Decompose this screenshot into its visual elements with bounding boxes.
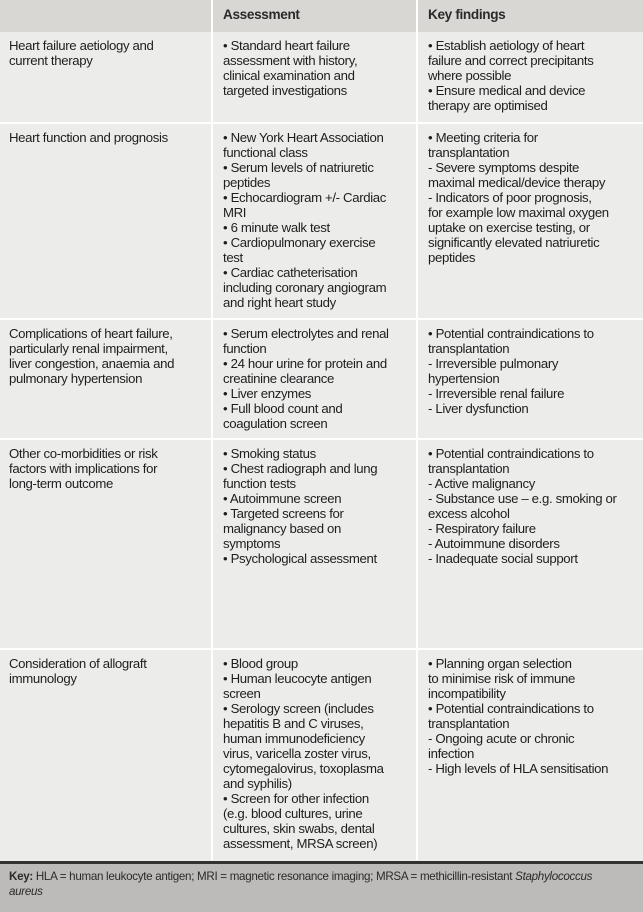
cell-line: • Full blood count and <box>223 401 343 416</box>
header-topic <box>0 0 213 32</box>
cell-line: • Cardiac catheterisation <box>223 265 358 280</box>
topic-cell <box>0 650 213 860</box>
assessment-cell <box>213 32 418 122</box>
cell-line: maximal medical/device therapy <box>428 175 606 190</box>
cell-line: • Standard heart failure <box>223 38 350 53</box>
cell-line: coagulation screen <box>223 416 328 431</box>
cell-line: where possible <box>428 68 512 83</box>
cell-line: human immunodeficiency <box>223 731 365 746</box>
cell-line: significantly elevated natriuretic <box>428 235 600 250</box>
assessment-cell <box>213 440 418 648</box>
cell-line: liver congestion, anaemia and <box>9 356 175 371</box>
table-row <box>0 650 643 860</box>
cell-line: function tests <box>223 476 296 491</box>
key-italic-2: aureus <box>9 885 43 898</box>
cell-line: failure and correct precipitants <box>428 53 594 68</box>
cell-line: - High levels of HLA sensitisation <box>428 761 609 776</box>
cell-line: cytomegalovirus, toxoplasma <box>223 761 384 776</box>
cell-line: assessment, MRSA screen) <box>223 836 378 851</box>
cell-line: - Indicators of poor prognosis, <box>428 190 592 205</box>
key-text: HLA = human leukocyte antigen; MRI = magnetic resonance imaging; MRSA = methicillin-resistant <box>35 870 513 883</box>
cell-line: • Cardiopulmonary exercise <box>223 235 376 250</box>
cell-line: • Targeted screens for <box>223 506 344 521</box>
cell-line: - Inadequate social support <box>428 551 578 566</box>
cell-line: • 24 hour urine for protein and <box>223 356 387 371</box>
cell-line: • Psychological assessment <box>223 551 377 566</box>
cell-line: virus, varicella zoster virus, <box>223 746 371 761</box>
cell-line: - Respiratory failure <box>428 521 536 536</box>
findings-cell <box>418 440 643 648</box>
cell-line: excess alcohol <box>428 506 510 521</box>
cell-line: • New York Heart Association <box>223 130 384 145</box>
table-row <box>0 440 643 648</box>
topic-cell <box>0 320 213 438</box>
cell-line: incompatibility <box>428 686 506 701</box>
cell-line: creatinine clearance <box>223 371 335 386</box>
cell-line: Consideration of allograft <box>9 656 147 671</box>
cell-line: and right heart study <box>223 295 336 310</box>
cell-line: and syphilis) <box>223 776 292 791</box>
findings-cell <box>418 320 643 438</box>
table-row <box>0 32 643 122</box>
cell-line: to minimise risk of immune <box>428 671 575 686</box>
cell-line: • Serology screen (includes <box>223 701 374 716</box>
findings-cell <box>418 124 643 318</box>
cell-line: cultures, skin swabs, dental <box>223 821 375 836</box>
topic-cell <box>0 440 213 648</box>
table-row <box>0 320 643 438</box>
cell-line: • 6 minute walk test <box>223 220 330 235</box>
cell-line: for example low maximal oxygen <box>428 205 609 220</box>
cell-line: • Meeting criteria for <box>428 130 538 145</box>
cell-line: assessment with history, <box>223 53 358 68</box>
cell-line: Heart function and prognosis <box>9 130 168 145</box>
cell-line: pulmonary hypertension <box>9 371 143 386</box>
cell-line: transplantation <box>428 145 510 160</box>
cell-line: • Potential contraindications to <box>428 326 594 341</box>
cell-line: • Serum electrolytes and renal <box>223 326 389 341</box>
cell-line: - Substance use – e.g. smoking or <box>428 491 617 506</box>
cell-line: • Planning organ selection <box>428 656 572 671</box>
cell-line: • Echocardiogram +/- Cardiac <box>223 190 387 205</box>
findings-cell <box>418 32 643 122</box>
cell-line: • Chest radiograph and lung <box>223 461 378 476</box>
cell-line: - Severe symptoms despite <box>428 160 580 175</box>
cell-line: infection <box>428 746 474 761</box>
cell-line: functional class <box>223 145 308 160</box>
cell-line: Heart failure aetiology and <box>9 38 154 53</box>
cell-line: particularly renal impairment, <box>9 341 168 356</box>
cell-line: - Autoimmune disorders <box>428 536 560 551</box>
cell-line: screen <box>223 686 261 701</box>
cell-line: • Screen for other infection <box>223 791 369 806</box>
cell-line: peptides <box>428 250 476 265</box>
cell-line: peptides <box>223 175 271 190</box>
cell-line: factors with implications for <box>9 461 158 476</box>
key-label: Key: <box>9 870 33 883</box>
cell-line: transplantation <box>428 461 510 476</box>
cell-line: immunology <box>9 671 77 686</box>
cell-line: - Irreversible pulmonary <box>428 356 559 371</box>
cell-line: • Serum levels of natriuretic <box>223 160 374 175</box>
cell-line: hypertension <box>428 371 500 386</box>
cell-line: Complications of heart failure, <box>9 326 173 341</box>
table-header <box>0 0 643 32</box>
cell-line: - Liver dysfunction <box>428 401 529 416</box>
header-assessment: Assessment <box>213 0 418 32</box>
cell-line: • Smoking status <box>223 446 316 461</box>
cell-line: function <box>223 341 267 356</box>
table-key <box>0 861 643 912</box>
cell-line: • Autoimmune screen <box>223 491 342 506</box>
cell-line: - Ongoing acute or chronic <box>428 731 575 746</box>
cell-line: • Ensure medical and device <box>428 83 586 98</box>
cell-line: malignancy based on <box>223 521 341 536</box>
cell-line: current therapy <box>9 53 93 68</box>
cell-line: therapy are optimised <box>428 98 548 113</box>
topic-cell <box>0 124 213 318</box>
cell-line: transplantation <box>428 716 510 731</box>
cell-line: long-term outcome <box>9 476 113 491</box>
cell-line: • Human leucocyte antigen <box>223 671 372 686</box>
cell-line: hepatitis B and C viruses, <box>223 716 364 731</box>
cell-line: • Liver enzymes <box>223 386 312 401</box>
cell-line: test <box>223 250 243 265</box>
cell-line: • Potential contraindications to <box>428 446 594 461</box>
header-key-findings: Key findings <box>428 7 506 22</box>
assessment-cell <box>213 320 418 438</box>
cell-line: targeted investigations <box>223 83 347 98</box>
assessment-cell <box>213 124 418 318</box>
cell-line: • Establish aetiology of heart <box>428 38 585 53</box>
key-italic-1: Staphylococcus <box>515 870 593 883</box>
cell-line: including coronary angiogram <box>223 280 387 295</box>
cell-line: - Irreversible renal failure <box>428 386 565 401</box>
cell-line: • Blood group <box>223 656 298 671</box>
assessment-cell <box>213 650 418 860</box>
topic-cell <box>0 32 213 122</box>
cell-line: MRI <box>223 205 247 220</box>
cell-line: uptake on exercise testing, or <box>428 220 590 235</box>
cell-line: - Active malignancy <box>428 476 535 491</box>
cell-line: symptoms <box>223 536 281 551</box>
table-row <box>0 124 643 318</box>
cell-line: clinical examination and <box>223 68 355 83</box>
findings-cell <box>418 650 643 860</box>
cell-line: (e.g. blood cultures, urine <box>223 806 363 821</box>
cell-line: • Potential contraindications to <box>428 701 594 716</box>
cell-line: transplantation <box>428 341 510 356</box>
cell-line: Other co-morbidities or risk <box>9 446 158 461</box>
